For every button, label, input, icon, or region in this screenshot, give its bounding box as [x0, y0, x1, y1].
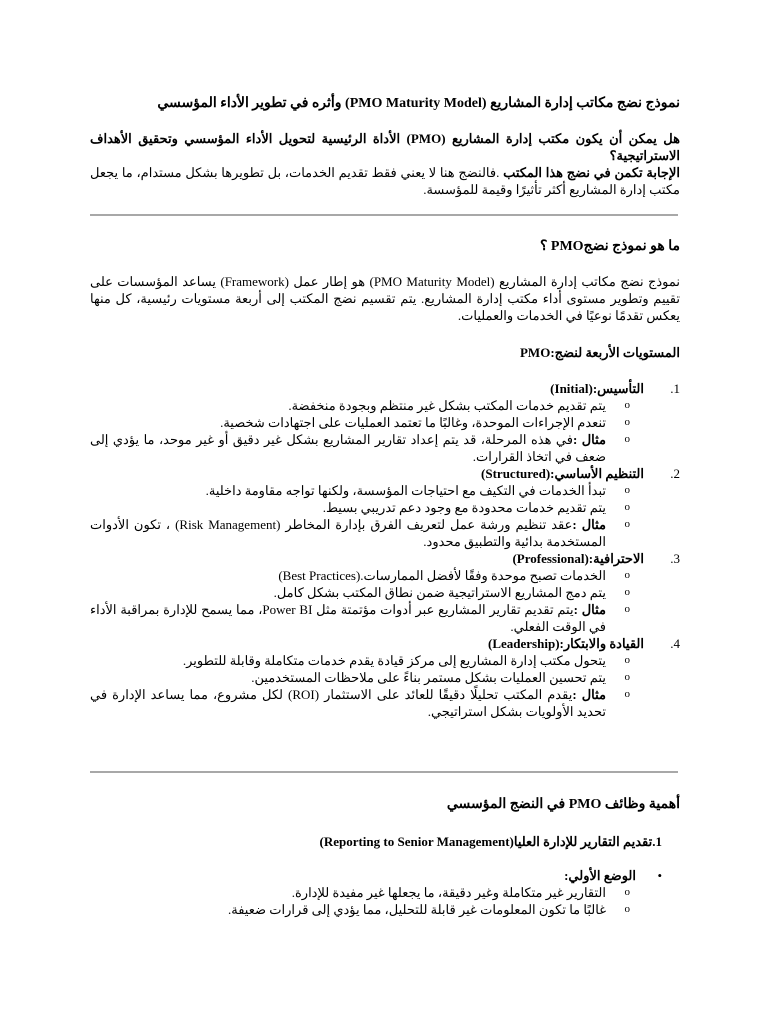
list-item	[90, 414, 630, 431]
level-item	[90, 550, 680, 635]
list-item	[90, 482, 630, 499]
list-item	[90, 867, 662, 918]
hollow-bullet-icon: o	[624, 671, 630, 683]
point-text: تبدأ الخدمات في التكيف مع احتياجات المؤسسة، ولكنها تواجه مقاومة داخلية.	[205, 483, 606, 498]
point-text: في هذه المرحلة، قد يتم إعداد تقارير المشاريع بشكل غير دقيق أو غير موحد، ما يؤدي إلى ضعف في اتخاذ القرارات.	[90, 432, 606, 464]
level-number: 4.	[670, 636, 680, 651]
level-title	[90, 635, 680, 652]
bullet-label: الوضع الأولي:	[564, 868, 636, 883]
level-title-text: الاحترافية:(Professional)	[512, 551, 644, 566]
level-title-text: القيادة والابتكار:(Leadership)	[488, 636, 644, 651]
hollow-bullet-icon: o	[624, 903, 630, 915]
subsection-heading: 1.تقديم التقارير للإدارة العليا(Reporting to Senior Management)	[319, 834, 662, 849]
definition-paragraph: نموذج نضج مكاتب إدارة المشاريع (PMO Maturity Model) هو إطار عمل (Framework) يساعد المؤسسات على تقييم وتطوير مستوى أداء مكتب إدارة المشاريع. يتم تقسيم نضج المكتب إلى أربعة مستويات رئيسية، كل منها يعكس تقدمًا نوعيًا في الخدمات والعمليات.	[90, 274, 680, 323]
point-text: عقد تنظيم ورشة عمل لتعريف الفرق بإدارة المخاطر (Risk Management) ، تكون الأدوات المستخدمة بدائية والتطبيق محدود.	[90, 517, 606, 549]
point-text: يتم تحسين العمليات بشكل مستمر بناءً على ملاحظات المستخدمين.	[251, 670, 606, 685]
bullet-icon: •	[657, 868, 662, 883]
list-item	[90, 669, 630, 686]
list-item	[90, 652, 630, 669]
hollow-bullet-icon: o	[624, 416, 630, 428]
levels-list	[90, 380, 680, 720]
level-number: 2.	[670, 466, 680, 481]
list-item	[90, 584, 630, 601]
level-item	[90, 380, 680, 465]
hollow-bullet-icon: o	[624, 886, 630, 898]
level-item	[90, 635, 680, 720]
point-text: يتحول مكتب إدارة المشاريع إلى مركز قيادة يقدم خدمات متكاملة وقابلة للتطوير.	[182, 653, 606, 668]
level-title-text: التأسيس:(Initial)	[550, 381, 644, 396]
point-text: يتم دمج المشاريع الاستراتيجية ضمن نطاق المكتب بشكل كامل.	[273, 585, 606, 600]
intro-block	[90, 130, 680, 198]
level-points	[90, 652, 662, 720]
section-divider	[90, 214, 678, 216]
section-heading: ما هو نموذج نضجPMO ؟	[539, 239, 680, 254]
list-item	[90, 901, 630, 918]
hollow-bullet-icon: o	[624, 501, 630, 513]
hollow-bullet-icon: o	[624, 484, 630, 496]
hollow-bullet-icon: o	[624, 518, 630, 530]
point-text: غالبًا ما تكون المعلومات غير قابلة للتحليل، مما يؤدي إلى قرارات ضعيفة.	[228, 902, 606, 917]
example-label: مثال :	[572, 517, 606, 532]
hollow-bullet-icon: o	[624, 603, 630, 615]
point-text: يقدم المكتب تحليلًا دقيقًا للعائد على الاستثمار (ROI) لكل مشروع، مما يساعد الإدارة في تحديد الأولويات بشكل استراتيجي.	[90, 687, 606, 719]
level-points	[90, 482, 662, 550]
example-label: مثال :	[572, 432, 607, 447]
level-points	[90, 567, 662, 635]
level-points	[90, 397, 662, 465]
point-text: يتم تقديم خدمات محدودة مع وجود دعم تدريبي بسيط.	[322, 500, 606, 515]
intro-answer	[90, 164, 680, 198]
levels-heading: المستويات الأربعة لنضج:PMO	[519, 345, 680, 360]
intro-answer-text: .فالنضج هنا لا يعني فقط تقديم الخدمات، بل تطويرها بشكل مستدام، ما يجعل مكتب إدارة المشاريع أكثر تأثيرًا وقيمة للمؤسسة.	[90, 165, 680, 197]
hollow-bullet-icon: o	[624, 586, 630, 598]
section-importance	[90, 795, 680, 918]
level-number: 3.	[670, 551, 680, 566]
document-title: نموذج نضج مكاتب إدارة المشاريع (PMO Maturity Model) وأثره في تطوير الأداء المؤسسي	[157, 96, 680, 111]
example-label: مثال :	[572, 687, 606, 702]
level-title	[90, 380, 680, 397]
list-item	[90, 884, 630, 901]
point-text: الخدمات تصبح موحدة وفقًا لأفضل الممارسات.(Best Practices)	[278, 568, 606, 583]
level-number: 1.	[670, 381, 680, 396]
list-item	[90, 567, 630, 584]
section-divider	[90, 771, 678, 773]
list-item	[90, 431, 630, 465]
intro-answer-bold: الإجابة تكمن في نضج هذا المكتب	[503, 165, 680, 180]
list-item	[90, 686, 630, 720]
point-text: التقارير غير متكاملة وغير دقيقة، ما يجعلها غير مفيدة للإدارة.	[291, 885, 606, 900]
section-what-is	[90, 237, 680, 720]
status-points	[90, 884, 636, 918]
level-title	[90, 465, 680, 482]
section-heading: أهمية وظائف PMO في النضج المؤسسي	[446, 797, 680, 812]
list-item	[90, 499, 630, 516]
hollow-bullet-icon: o	[624, 433, 630, 445]
status-list	[90, 867, 680, 918]
point-text: تنعدم الإجراءات الموحدة، وغالبًا ما تعتمد العمليات على اجتهادات شخصية.	[220, 415, 606, 430]
level-title-text: التنظيم الأساسي:(Structured)	[481, 466, 644, 481]
hollow-bullet-icon: o	[624, 399, 630, 411]
hollow-bullet-icon: o	[624, 688, 630, 700]
hollow-bullet-icon: o	[624, 654, 630, 666]
level-title	[90, 550, 680, 567]
point-text: يتم تقديم تقارير المشاريع عبر أدوات مؤتمتة مثل Power BI، مما يسمح للإدارة بمراقبة الأداء في الوقت الفعلي.	[90, 602, 606, 634]
list-item	[90, 601, 630, 635]
hollow-bullet-icon: o	[624, 569, 630, 581]
level-item	[90, 465, 680, 550]
list-item	[90, 397, 630, 414]
example-label: مثال :	[573, 602, 606, 617]
intro-question: هل يمكن أن يكون مكتب إدارة المشاريع (PMO) الأداة الرئيسية لتحويل الأداء المؤسسي وتحقيق الأهداف الاستراتيجية؟	[90, 131, 680, 163]
list-item	[90, 516, 630, 550]
point-text: يتم تقديم خدمات المكتب بشكل غير منتظم وبجودة منخفضة.	[288, 398, 606, 413]
